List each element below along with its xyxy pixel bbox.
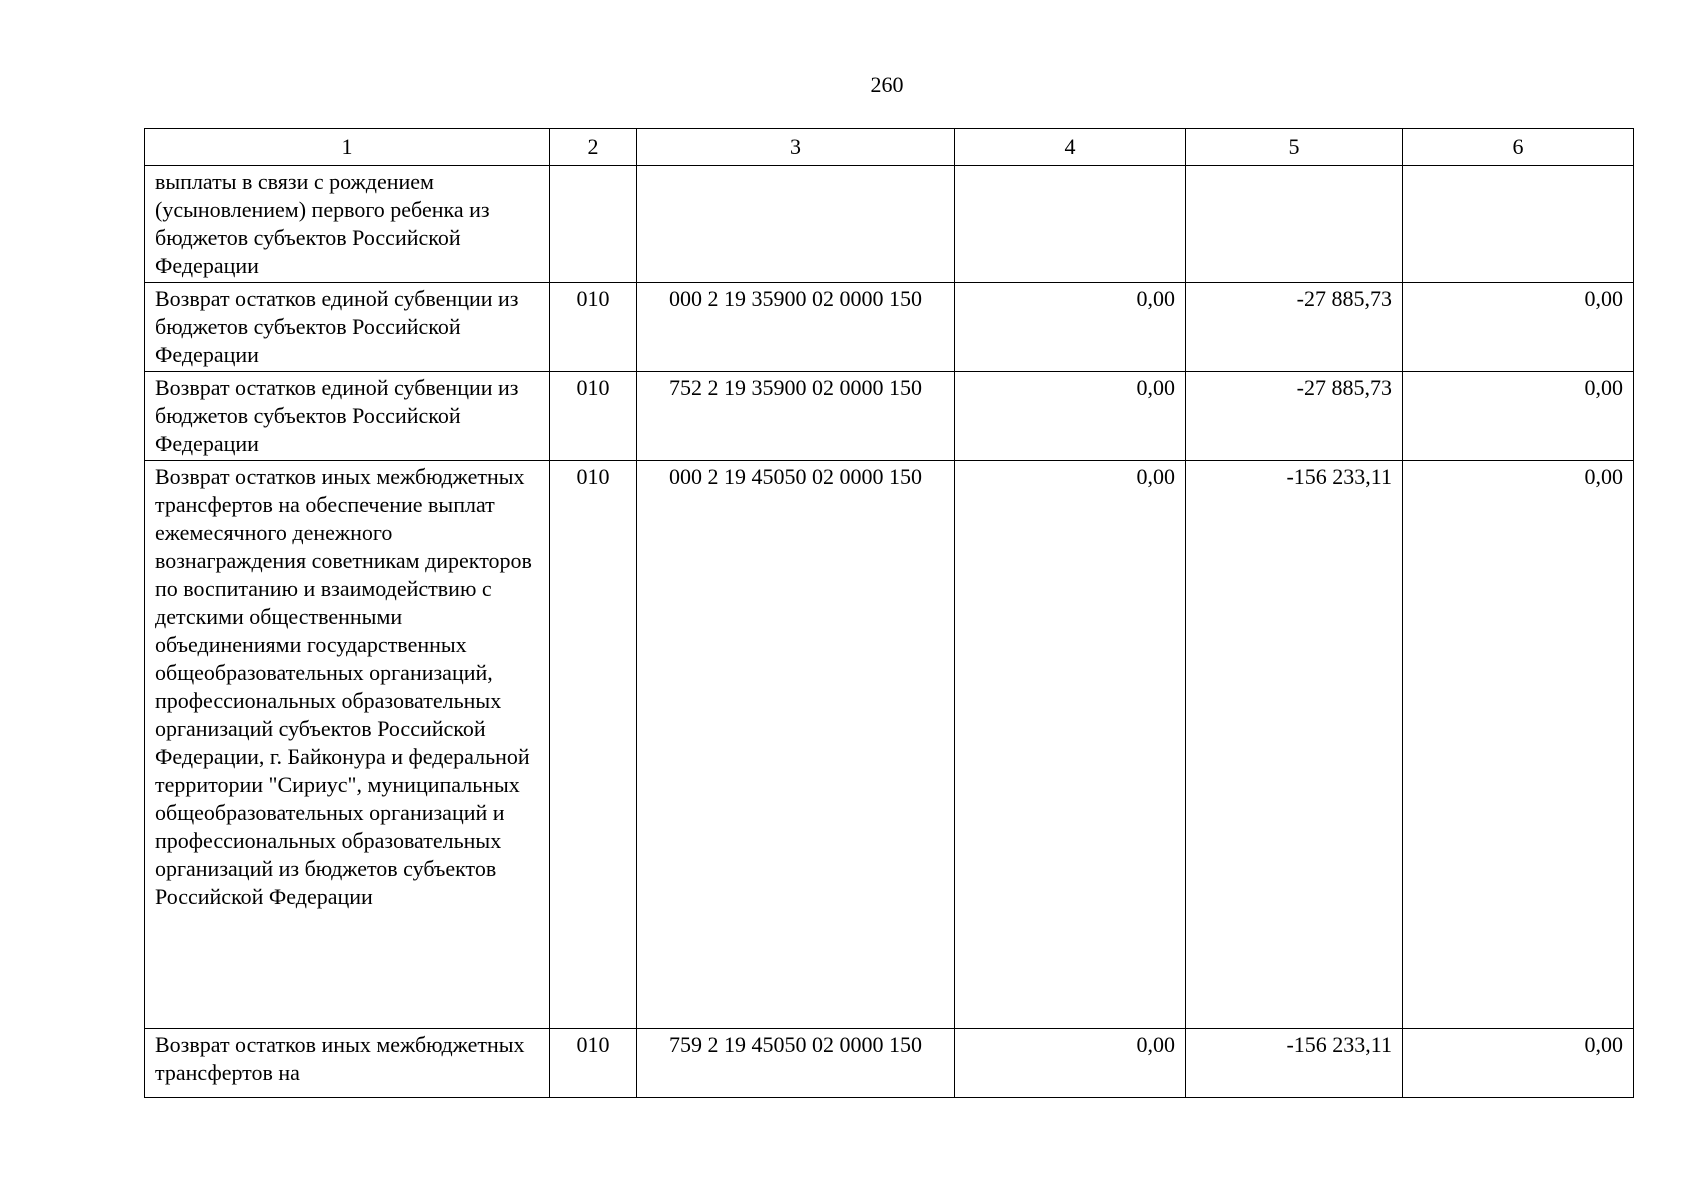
line-code-cell: [550, 166, 637, 283]
column-5-value-cell: [1186, 166, 1403, 283]
line-code-cell: 010: [550, 1029, 637, 1098]
column-header-1: 1: [145, 129, 550, 166]
column-header-4: 4: [955, 129, 1186, 166]
column-4-value-cell: 0,00: [955, 461, 1186, 1029]
budget-code-cell: 000 2 19 35900 02 0000 150: [637, 283, 955, 372]
budget-code-cell: 000 2 19 45050 02 0000 150: [637, 461, 955, 1029]
column-6-value-cell: 0,00: [1403, 1029, 1634, 1098]
column-header-2: 2: [550, 129, 637, 166]
column-4-value-cell: 0,00: [955, 1029, 1186, 1098]
column-6-value-cell: 0,00: [1403, 283, 1634, 372]
income-name-cell: выплаты в связи с рождением (усыновлением) первого ребенка из бюджетов субъектов Российской Федерации: [145, 166, 550, 283]
column-4-value-cell: 0,00: [955, 372, 1186, 461]
table-row: [145, 283, 1634, 372]
line-code-cell: 010: [550, 461, 637, 1029]
budget-code-cell: 759 2 19 45050 02 0000 150: [637, 1029, 955, 1098]
column-5-value-cell: -156 233,11: [1186, 461, 1403, 1029]
table-header-row: [145, 129, 1634, 166]
column-5-value-cell: -27 885,73: [1186, 283, 1403, 372]
column-header-3: 3: [637, 129, 955, 166]
line-code-cell: 010: [550, 372, 637, 461]
column-4-value-cell: [955, 166, 1186, 283]
budget-report-table: [144, 128, 1634, 1098]
income-name-cell: Возврат остатков иных межбюджетных трансфертов на: [145, 1029, 550, 1098]
column-header-5: 5: [1186, 129, 1403, 166]
column-5-value-cell: -27 885,73: [1186, 372, 1403, 461]
column-header-6: 6: [1403, 129, 1634, 166]
table-row: [145, 461, 1634, 1029]
table-row: [145, 1029, 1634, 1098]
column-5-value-cell: -156 233,11: [1186, 1029, 1403, 1098]
table-row: [145, 166, 1634, 283]
income-name-cell: Возврат остатков единой субвенции из бюджетов субъектов Российской Федерации: [145, 372, 550, 461]
column-6-value-cell: 0,00: [1403, 461, 1634, 1029]
budget-code-cell: [637, 166, 955, 283]
budget-code-cell: 752 2 19 35900 02 0000 150: [637, 372, 955, 461]
column-6-value-cell: [1403, 166, 1634, 283]
table-row: [145, 372, 1634, 461]
column-6-value-cell: 0,00: [1403, 372, 1634, 461]
page-number: 260: [870, 72, 904, 97]
column-4-value-cell: 0,00: [955, 283, 1186, 372]
income-name-cell: Возврат остатков иных межбюджетных трансфертов на обеспечение выплат ежемесячного денежного вознаграждения советникам директоров по воспитанию и взаимодействию с детскими общественными объединениями государственных общеобразовательных организаций, профессиональных образовательных организаций субъектов Российской Федерации, г. Байконура и федеральной территории "Сириус", муниципальных общеобразовательных организаций и профессиональных образовательных организаций из бюджетов субъектов Российской Федерации: [145, 461, 550, 1029]
line-code-cell: 010: [550, 283, 637, 372]
income-name-cell: Возврат остатков единой субвенции из бюджетов субъектов Российской Федерации: [145, 283, 550, 372]
